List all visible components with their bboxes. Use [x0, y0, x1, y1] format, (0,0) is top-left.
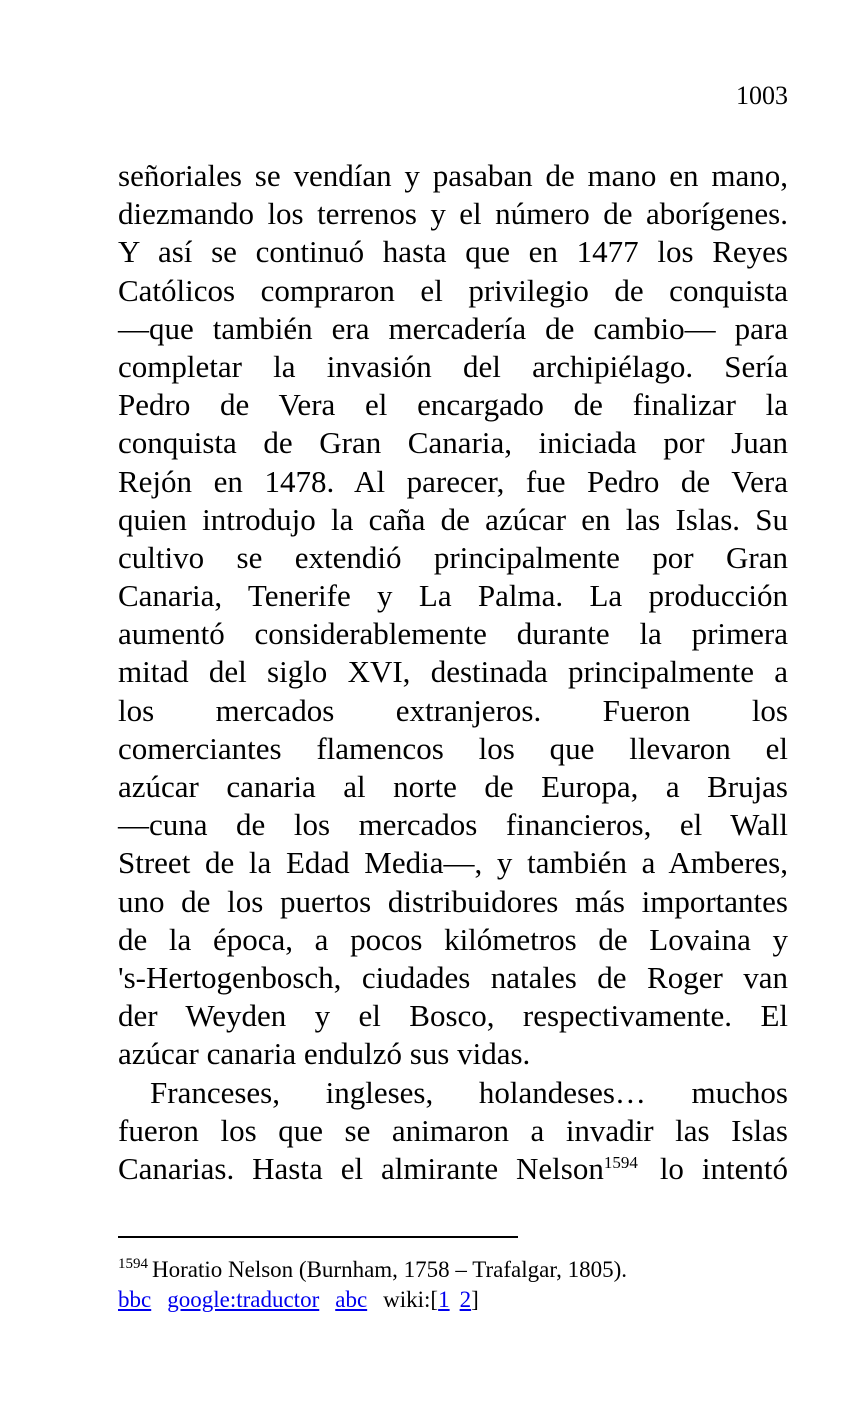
text-line: der Weyden y el Bosco, respectivamente. El [118, 998, 788, 1034]
text-line: Y así se continuó hasta que en 1477 los Reyes [118, 234, 788, 270]
body-text [118, 157, 788, 1188]
text-line: quien introdujo la caña de azúcar en las Islas. Su [118, 501, 788, 537]
footnote-divider [118, 1236, 518, 1238]
text-line: azúcar canaria al norte de Europa, a Brujas [118, 769, 788, 804]
text-line: azúcar canaria endulzó sus vidas. [118, 1036, 531, 1072]
link-wiki-2[interactable]: 2 [459, 1287, 472, 1312]
text-line: conquista de Gran Canaria, iniciada por Juan [118, 425, 788, 461]
text-line: —cuna de los mercados financieros, el Wall [118, 807, 788, 843]
text-line: fueron los que se animaron a invadir las Islas [118, 1112, 788, 1148]
text-line: de la época, a pocos kilómetros de Lovaina y [118, 921, 788, 957]
footnote-reference[interactable]: 1594 [603, 1152, 638, 1172]
text-line: —que también era mercadería de cambio— para [118, 310, 788, 346]
link-wiki-1[interactable]: 1 [438, 1287, 450, 1312]
text-line: señoriales se vendían y pasaban de mano en mano, [118, 158, 788, 193]
text-line: Canaria, Tenerife y La Palma. La producción [118, 578, 788, 614]
link-abc[interactable]: abc [335, 1287, 368, 1312]
footnote-number: 1594 [118, 1256, 148, 1272]
text-line: Street de la Edad Media—, y también a Amberes, [118, 845, 788, 881]
footnote [118, 1255, 627, 1285]
page-number: 1003 [736, 81, 788, 110]
text-line: comerciantes flamencos los que llevaron el [118, 730, 788, 766]
link-bbc[interactable]: bbc [118, 1287, 152, 1312]
text-line: completar la invasión del archipiélago. Sería [118, 348, 788, 384]
text-line: uno de los puertos distribuidores más importantes [118, 883, 788, 919]
text-line: 's-Hertogenbosch, ciudades natales de Roger van [118, 959, 788, 995]
text-line: Rejón en 1478. Al parecer, fue Pedro de Vera [118, 463, 788, 499]
text-line: Franceses, ingleses, holandeses… muchos [150, 1074, 788, 1110]
link-google-translator[interactable]: google:traductor [167, 1287, 320, 1312]
wiki-prefix: wiki:[ [383, 1287, 439, 1312]
text-line: los mercados extranjeros. Fueron los [118, 692, 788, 728]
text-line: cultivo se extendió principalmente por Gran [118, 539, 788, 575]
text-segment: lo intentó [641, 1150, 788, 1186]
text-segment: Canarias. Hasta el almirante Nelson [118, 1150, 604, 1186]
text-line: Católicos compraron el privilegio de conquista [118, 272, 788, 308]
text-line: mitad del siglo XVI, destinada principalmente a [118, 654, 788, 690]
footnote-links [118, 1285, 479, 1315]
footnote-text: Horatio Nelson (Burnham, 1758 – Trafalgar, 1805). [152, 1257, 627, 1282]
text-line: diezmando los terrenos y el número de aborígenes. [118, 196, 788, 232]
text-line: Pedro de Vera el encargado de finalizar la [118, 387, 788, 423]
wiki-suffix: ] [471, 1287, 479, 1312]
text-line: aumentó considerablemente durante la primera [118, 616, 788, 652]
text-line-with-footnote-ref [118, 1150, 788, 1188]
